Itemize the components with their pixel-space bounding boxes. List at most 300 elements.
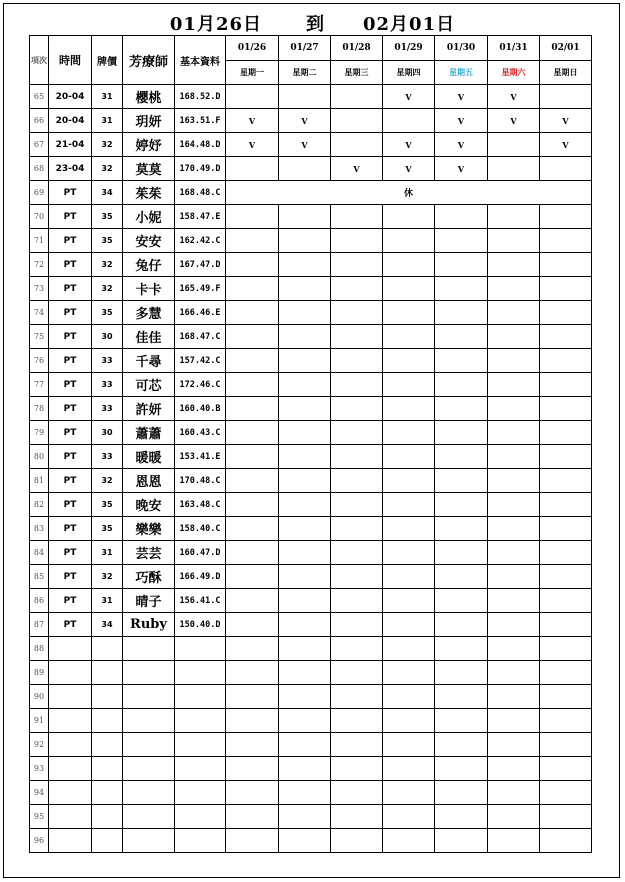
row-plate [92,805,123,829]
table-row [30,637,592,661]
schedule-cell[interactable] [226,565,279,589]
row-therapist-name [123,805,175,829]
schedule-cell[interactable] [226,349,279,373]
row-index: 76 [30,349,49,373]
schedule-cell[interactable] [383,733,435,757]
schedule-cell[interactable]: V [383,133,435,157]
schedule-cell[interactable] [435,373,488,397]
schedule-cell[interactable] [331,781,383,805]
schedule-cell[interactable] [435,565,488,589]
schedule-cell[interactable] [435,205,488,229]
schedule-cell[interactable] [279,517,331,541]
table-row [30,709,592,733]
row-therapist-name: 茱茱 [123,181,175,205]
schedule-cell[interactable] [331,421,383,445]
schedule-cell[interactable] [488,709,540,733]
schedule-cell[interactable] [279,469,331,493]
schedule-cell[interactable] [488,541,540,565]
row-basic-info: 156.41.C [175,589,226,613]
row-index: 82 [30,493,49,517]
schedule-cell[interactable] [488,373,540,397]
schedule-cell[interactable] [383,565,435,589]
schedule-cell[interactable] [540,397,592,421]
row-therapist-name: 芸芸 [123,541,175,565]
schedule-cell[interactable] [279,685,331,709]
schedule-cell[interactable] [383,589,435,613]
schedule-cell[interactable] [435,685,488,709]
schedule-cell[interactable] [279,253,331,277]
schedule-cell[interactable] [540,541,592,565]
schedule-cell[interactable] [331,277,383,301]
date-header: 01/28 [331,36,383,61]
schedule-cell[interactable] [331,397,383,421]
schedule-cell[interactable] [383,397,435,421]
schedule-cell[interactable] [279,205,331,229]
title-end-date: 02月01日 [363,14,456,35]
schedule-cell[interactable] [331,469,383,493]
schedule-cell[interactable] [331,565,383,589]
schedule-cell[interactable] [488,421,540,445]
table-row [30,493,592,517]
schedule-cell[interactable] [226,325,279,349]
schedule-cell[interactable] [540,373,592,397]
schedule-cell[interactable] [331,757,383,781]
row-basic-info [175,661,226,685]
schedule-cell[interactable] [331,229,383,253]
schedule-cell[interactable] [331,805,383,829]
schedule-cell[interactable]: V [383,157,435,181]
schedule-cell[interactable] [226,613,279,637]
schedule-cell[interactable] [226,709,279,733]
schedule-cell[interactable] [383,493,435,517]
schedule-cell[interactable] [540,517,592,541]
schedule-cell[interactable] [279,589,331,613]
row-basic-info: 158.40.C [175,517,226,541]
row-basic-info: 160.40.B [175,397,226,421]
row-basic-info: 170.48.C [175,469,226,493]
row-basic-info: 164.48.D [175,133,226,157]
row-index: 93 [30,757,49,781]
schedule-cell[interactable] [279,85,331,109]
schedule-cell[interactable] [279,637,331,661]
schedule-cell[interactable] [540,805,592,829]
row-therapist-name [123,781,175,805]
row-basic-info: 170.49.D [175,157,226,181]
schedule-cell[interactable] [435,589,488,613]
schedule-cell[interactable] [540,301,592,325]
schedule-cell[interactable] [279,277,331,301]
schedule-cell[interactable]: V [435,109,488,133]
row-index: 77 [30,373,49,397]
row-plate: 32 [92,253,123,277]
schedule-cell[interactable] [383,349,435,373]
schedule-cell[interactable] [226,589,279,613]
row-basic-info: 168.48.C [175,181,226,205]
schedule-cell[interactable] [383,613,435,637]
schedule-cell[interactable] [488,805,540,829]
schedule-cell[interactable] [488,613,540,637]
schedule-cell[interactable] [488,253,540,277]
schedule-cell[interactable] [540,781,592,805]
schedule-cell[interactable] [488,757,540,781]
row-basic-info [175,709,226,733]
schedule-cell[interactable] [279,157,331,181]
schedule-cell[interactable] [279,421,331,445]
schedule-cell[interactable] [383,277,435,301]
row-index: 79 [30,421,49,445]
schedule-cell[interactable] [226,301,279,325]
schedule-cell[interactable] [226,253,279,277]
schedule-cell[interactable] [331,589,383,613]
schedule-cell[interactable] [383,757,435,781]
schedule-cell[interactable] [383,709,435,733]
schedule-cell[interactable] [488,157,540,181]
page-title [0,10,625,36]
schedule-cell[interactable] [383,829,435,853]
row-therapist-name: 婷妤 [123,133,175,157]
schedule-cell[interactable] [226,733,279,757]
row-therapist-name [123,829,175,853]
schedule-cell[interactable]: V [383,85,435,109]
schedule-cell[interactable] [226,637,279,661]
schedule-cell[interactable] [488,565,540,589]
schedule-cell[interactable] [279,349,331,373]
row-plate: 35 [92,205,123,229]
row-basic-info: 153.41.E [175,445,226,469]
schedule-cell[interactable] [435,805,488,829]
table-row [30,469,592,493]
table-row [30,733,592,757]
row-basic-info: 165.49.F [175,277,226,301]
schedule-cell[interactable] [435,277,488,301]
schedule-cell[interactable] [331,445,383,469]
schedule-cell[interactable] [279,445,331,469]
row-time: 20-04 [49,85,92,109]
schedule-cell[interactable] [331,205,383,229]
schedule-cell[interactable] [383,373,435,397]
schedule-cell[interactable] [540,157,592,181]
schedule-cell[interactable] [540,205,592,229]
schedule-cell[interactable]: V [540,109,592,133]
row-plate: 32 [92,133,123,157]
row-plate: 31 [92,541,123,565]
schedule-cell[interactable] [435,757,488,781]
row-time: PT [49,205,92,229]
schedule-cell[interactable] [383,661,435,685]
schedule-cell[interactable] [540,421,592,445]
schedule-cell[interactable] [488,133,540,157]
schedule-cell[interactable] [488,733,540,757]
schedule-cell[interactable] [435,541,488,565]
schedule-cell[interactable] [540,637,592,661]
schedule-cell[interactable] [540,565,592,589]
schedule-cell[interactable] [226,805,279,829]
schedule-cell[interactable] [331,253,383,277]
schedule-cell[interactable] [279,565,331,589]
schedule-cell[interactable] [488,685,540,709]
table-row [30,277,592,301]
schedule-cell[interactable] [383,421,435,445]
schedule-cell[interactable] [540,277,592,301]
schedule-cell[interactable] [279,541,331,565]
schedule-cell[interactable] [540,829,592,853]
row-time: PT [49,277,92,301]
header-row-dates [30,36,592,61]
schedule-cell[interactable] [435,661,488,685]
schedule-cell[interactable] [279,325,331,349]
schedule-cell[interactable] [331,685,383,709]
schedule-cell[interactable] [331,493,383,517]
schedule-cell[interactable] [488,349,540,373]
schedule-cell[interactable] [226,541,279,565]
row-index: 80 [30,445,49,469]
schedule-cell[interactable] [435,637,488,661]
schedule-cell[interactable] [540,469,592,493]
schedule-cell[interactable] [540,757,592,781]
weekday-header: 星期三 [331,61,383,85]
schedule-cell[interactable] [383,637,435,661]
schedule-cell[interactable] [279,493,331,517]
schedule-cell[interactable] [383,469,435,493]
row-basic-info: 163.48.C [175,493,226,517]
schedule-cell[interactable] [488,325,540,349]
schedule-cell[interactable] [331,517,383,541]
schedule-cell[interactable] [279,613,331,637]
row-basic-info: 166.49.D [175,565,226,589]
schedule-cell[interactable] [383,109,435,133]
row-plate: 33 [92,349,123,373]
schedule-cell[interactable] [226,397,279,421]
schedule-cell[interactable] [226,85,279,109]
row-basic-info: 150.40.D [175,613,226,637]
table-row [30,541,592,565]
schedule-cell[interactable]: V [279,133,331,157]
schedule-cell[interactable] [279,829,331,853]
schedule-cell[interactable] [435,781,488,805]
weekday-header: 星期六 [488,61,540,85]
schedule-cell[interactable] [435,493,488,517]
schedule-cell[interactable] [488,517,540,541]
schedule-cell[interactable] [383,325,435,349]
weekday-header: 星期四 [383,61,435,85]
row-index: 72 [30,253,49,277]
schedule-cell[interactable] [488,781,540,805]
schedule-cell[interactable] [540,229,592,253]
schedule-cell[interactable]: V [226,133,279,157]
schedule-cell[interactable] [383,253,435,277]
schedule-cell[interactable]: V [226,109,279,133]
schedule-cell[interactable] [435,445,488,469]
schedule-cell[interactable] [279,229,331,253]
schedule-cell[interactable] [279,805,331,829]
row-index: 96 [30,829,49,853]
schedule-cell[interactable] [279,661,331,685]
schedule-cell[interactable] [226,661,279,685]
schedule-cell[interactable] [226,685,279,709]
schedule-cell[interactable] [331,661,383,685]
schedule-cell[interactable] [540,685,592,709]
schedule-cell[interactable] [226,229,279,253]
schedule-cell[interactable]: V [279,109,331,133]
table-row [30,85,592,109]
schedule-cell[interactable] [226,373,279,397]
row-plate: 32 [92,157,123,181]
schedule-cell[interactable] [331,349,383,373]
row-therapist-name: 晴子 [123,589,175,613]
header-index: 項次 [30,36,49,85]
schedule-cell[interactable] [488,493,540,517]
schedule-cell[interactable] [540,709,592,733]
schedule-cell[interactable] [435,349,488,373]
schedule-cell[interactable] [279,781,331,805]
row-index: 68 [30,157,49,181]
schedule-cell[interactable] [331,373,383,397]
row-therapist-name: 卡卡 [123,277,175,301]
schedule-cell[interactable] [279,733,331,757]
schedule-cell[interactable] [540,589,592,613]
schedule-cell[interactable] [226,205,279,229]
schedule-cell[interactable] [540,613,592,637]
schedule-cell[interactable] [435,421,488,445]
row-plate: 35 [92,517,123,541]
schedule-cell[interactable]: V [435,85,488,109]
schedule-cell[interactable] [540,661,592,685]
row-time [49,709,92,733]
schedule-cell[interactable]: V [435,157,488,181]
schedule-cell[interactable] [383,685,435,709]
schedule-cell[interactable] [226,277,279,301]
schedule-cell[interactable] [488,397,540,421]
schedule-cell[interactable] [331,637,383,661]
schedule-cell[interactable] [540,253,592,277]
schedule-cell[interactable] [488,469,540,493]
schedule-cell[interactable] [383,445,435,469]
schedule-cell[interactable] [331,301,383,325]
schedule-cell[interactable] [331,109,383,133]
schedule-cell[interactable] [226,157,279,181]
row-therapist-name: 多慧 [123,301,175,325]
schedule-cell[interactable] [488,205,540,229]
schedule-cell[interactable]: V [331,157,383,181]
schedule-cell[interactable]: V [540,133,592,157]
schedule-cell[interactable] [279,301,331,325]
schedule-cell[interactable] [488,637,540,661]
schedule-cell[interactable] [226,445,279,469]
schedule-cell[interactable] [383,301,435,325]
row-therapist-name: 莫莫 [123,157,175,181]
schedule-cell[interactable] [488,445,540,469]
schedule-cell[interactable] [435,733,488,757]
row-time: PT [49,253,92,277]
table-row [30,373,592,397]
schedule-cell[interactable] [331,541,383,565]
schedule-cell[interactable] [540,85,592,109]
schedule-cell[interactable] [435,325,488,349]
table-row [30,613,592,637]
table-row [30,397,592,421]
row-therapist-name [123,757,175,781]
row-basic-info: 160.43.C [175,421,226,445]
schedule-cell[interactable] [435,829,488,853]
schedule-cell[interactable] [226,421,279,445]
schedule-cell[interactable] [383,541,435,565]
schedule-cell[interactable] [331,85,383,109]
schedule-cell[interactable] [540,493,592,517]
schedule-cell[interactable] [226,781,279,805]
schedule-cell[interactable] [435,613,488,637]
schedule-cell[interactable] [331,613,383,637]
schedule-cell[interactable] [435,709,488,733]
schedule-cell[interactable] [226,469,279,493]
row-time: PT [49,181,92,205]
table-row [30,685,592,709]
row-basic-info: 168.47.C [175,325,226,349]
row-index: 88 [30,637,49,661]
schedule-cell[interactable] [331,733,383,757]
schedule-cell[interactable] [383,805,435,829]
schedule-cell[interactable] [488,277,540,301]
schedule-cell[interactable] [435,301,488,325]
schedule-cell[interactable]: V [435,133,488,157]
schedule-cell[interactable] [226,493,279,517]
schedule-cell[interactable] [383,205,435,229]
row-time [49,757,92,781]
schedule-cell[interactable] [540,733,592,757]
schedule-cell[interactable] [331,709,383,733]
row-index: 92 [30,733,49,757]
schedule-cell[interactable] [226,829,279,853]
schedule-cell[interactable]: V [488,109,540,133]
schedule-cell[interactable]: V [488,85,540,109]
schedule-cell[interactable] [540,445,592,469]
schedule-cell[interactable] [540,349,592,373]
row-therapist-name [123,685,175,709]
schedule-cell[interactable] [226,517,279,541]
schedule-cell[interactable] [488,589,540,613]
row-index: 65 [30,85,49,109]
row-therapist-name: 小妮 [123,205,175,229]
schedule-cell[interactable] [279,373,331,397]
schedule-cell[interactable] [435,253,488,277]
schedule-cell[interactable] [488,661,540,685]
schedule-cell[interactable] [279,757,331,781]
schedule-cell[interactable] [383,517,435,541]
schedule-cell[interactable] [488,229,540,253]
schedule-cell[interactable] [279,709,331,733]
schedule-cell[interactable] [435,397,488,421]
schedule-cell[interactable] [540,325,592,349]
schedule-cell[interactable] [331,325,383,349]
table-row [30,445,592,469]
schedule-cell[interactable] [383,229,435,253]
row-time: PT [49,397,92,421]
schedule-cell[interactable] [331,829,383,853]
row-index: 70 [30,205,49,229]
schedule-cell[interactable] [383,781,435,805]
schedule-cell[interactable] [435,229,488,253]
schedule-cell[interactable] [226,757,279,781]
schedule-cell[interactable] [279,397,331,421]
schedule-cell[interactable] [331,133,383,157]
row-therapist-name: 蕭蕭 [123,421,175,445]
row-time: PT [49,517,92,541]
table-row [30,421,592,445]
schedule-cell[interactable] [488,829,540,853]
row-plate: 30 [92,421,123,445]
schedule-cell[interactable] [488,301,540,325]
schedule-cell[interactable] [435,469,488,493]
schedule-cell[interactable] [435,517,488,541]
